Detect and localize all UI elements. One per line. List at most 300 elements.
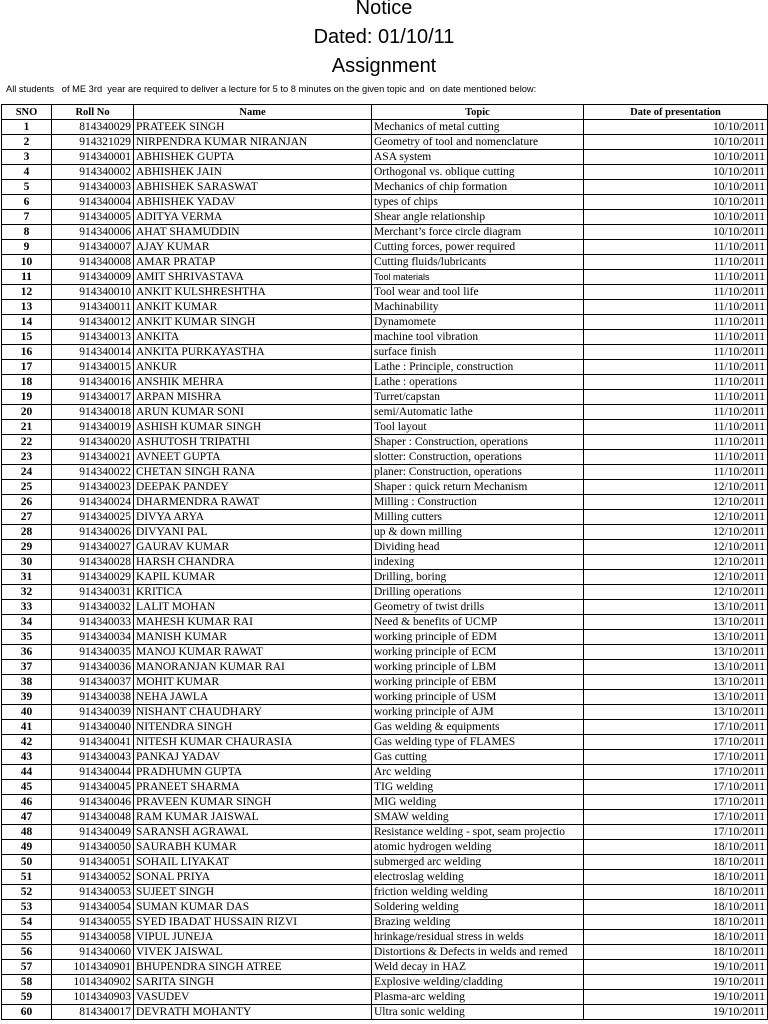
cell-roll-no: 914340044 bbox=[52, 765, 134, 780]
cell-name: VIPUL JUNEJA bbox=[134, 930, 372, 945]
cell-date: 10/10/2011 bbox=[584, 180, 768, 195]
cell-topic: Tool materials bbox=[372, 270, 584, 285]
notice-title: Notice bbox=[355, 0, 413, 19]
cell-roll-no: 914340012 bbox=[52, 315, 134, 330]
cell-name: SUJEET SINGH bbox=[134, 885, 372, 900]
cell-roll-no: 914340039 bbox=[52, 705, 134, 720]
cell-name: NIRPENDRA KUMAR NIRANJAN bbox=[134, 135, 372, 150]
cell-sno: 46 bbox=[2, 795, 52, 810]
cell-roll-no: 914340007 bbox=[52, 240, 134, 255]
cell-date: 12/10/2011 bbox=[584, 480, 768, 495]
cell-date: 10/10/2011 bbox=[584, 150, 768, 165]
cell-sno: 4 bbox=[2, 165, 52, 180]
cell-sno: 52 bbox=[2, 885, 52, 900]
cell-name: ABHISHEK YADAV bbox=[134, 195, 372, 210]
cell-sno: 15 bbox=[2, 330, 52, 345]
cell-topic: working principle of USM bbox=[372, 690, 584, 705]
cell-topic: Mechanics of metal cutting bbox=[372, 120, 584, 135]
cell-roll-no: 914340054 bbox=[52, 900, 134, 915]
column-header-sno: SNO bbox=[2, 105, 52, 120]
cell-date: 19/10/2011 bbox=[584, 960, 768, 975]
cell-roll-no: 914340058 bbox=[52, 930, 134, 945]
table-row bbox=[2, 960, 768, 975]
cell-sno: 10 bbox=[2, 255, 52, 270]
cell-name: AMIT SHRIVASTAVA bbox=[134, 270, 372, 285]
table-row bbox=[2, 690, 768, 705]
table-row bbox=[2, 210, 768, 225]
cell-name: PANKAJ YADAV bbox=[134, 750, 372, 765]
cell-roll-no: 914340036 bbox=[52, 660, 134, 675]
cell-sno: 2 bbox=[2, 135, 52, 150]
cell-date: 11/10/2011 bbox=[584, 345, 768, 360]
cell-sno: 38 bbox=[2, 675, 52, 690]
cell-topic: Tool layout bbox=[372, 420, 584, 435]
cell-name: ANKIT KUMAR SINGH bbox=[134, 315, 372, 330]
cell-date: 18/10/2011 bbox=[584, 915, 768, 930]
cell-name: CHETAN SINGH RANA bbox=[134, 465, 372, 480]
cell-name: MANORANJAN KUMAR RAI bbox=[134, 660, 372, 675]
cell-roll-no: 914340019 bbox=[52, 420, 134, 435]
cell-date: 12/10/2011 bbox=[584, 525, 768, 540]
cell-date: 18/10/2011 bbox=[584, 855, 768, 870]
table-row bbox=[2, 630, 768, 645]
cell-date: 11/10/2011 bbox=[584, 435, 768, 450]
cell-topic: TIG welding bbox=[372, 780, 584, 795]
cell-date: 17/10/2011 bbox=[584, 750, 768, 765]
cell-topic: working principle of ECM bbox=[372, 645, 584, 660]
cell-date: 10/10/2011 bbox=[584, 195, 768, 210]
cell-date: 10/10/2011 bbox=[584, 225, 768, 240]
table-row bbox=[2, 315, 768, 330]
cell-sno: 16 bbox=[2, 345, 52, 360]
cell-sno: 58 bbox=[2, 975, 52, 990]
cell-topic: Ultra sonic welding bbox=[372, 1005, 584, 1020]
cell-date: 17/10/2011 bbox=[584, 765, 768, 780]
table-row bbox=[2, 360, 768, 375]
table-row bbox=[2, 555, 768, 570]
cell-sno: 40 bbox=[2, 705, 52, 720]
cell-roll-no: 914340002 bbox=[52, 165, 134, 180]
table-row bbox=[2, 720, 768, 735]
cell-name: VASUDEV bbox=[134, 990, 372, 1005]
table-row bbox=[2, 450, 768, 465]
cell-date: 10/10/2011 bbox=[584, 165, 768, 180]
table-row bbox=[2, 135, 768, 150]
cell-date: 18/10/2011 bbox=[584, 945, 768, 960]
cell-topic: Cutting fluids/lubricants bbox=[372, 255, 584, 270]
cell-roll-no: 914340043 bbox=[52, 750, 134, 765]
table-row bbox=[2, 885, 768, 900]
cell-name: AJAY KUMAR bbox=[134, 240, 372, 255]
cell-roll-no: 914340032 bbox=[52, 600, 134, 615]
cell-sno: 29 bbox=[2, 540, 52, 555]
cell-date: 18/10/2011 bbox=[584, 885, 768, 900]
table-row bbox=[2, 840, 768, 855]
cell-roll-no: 914340051 bbox=[52, 855, 134, 870]
cell-sno: 26 bbox=[2, 495, 52, 510]
table-row bbox=[2, 495, 768, 510]
cell-name: BHUPENDRA SINGH ATREE bbox=[134, 960, 372, 975]
cell-date: 12/10/2011 bbox=[584, 540, 768, 555]
cell-sno: 18 bbox=[2, 375, 52, 390]
cell-name: HARSH CHANDRA bbox=[134, 555, 372, 570]
cell-date: 12/10/2011 bbox=[584, 585, 768, 600]
table-row bbox=[2, 195, 768, 210]
cell-roll-no: 914340004 bbox=[52, 195, 134, 210]
cell-topic: hrinkage/residual stress in welds bbox=[372, 930, 584, 945]
cell-sno: 31 bbox=[2, 570, 52, 585]
table-row bbox=[2, 660, 768, 675]
table-row bbox=[2, 810, 768, 825]
cell-sno: 57 bbox=[2, 960, 52, 975]
cell-topic: Dividing head bbox=[372, 540, 584, 555]
cell-name: ANSHIK MEHRA bbox=[134, 375, 372, 390]
cell-name: MAHESH KUMAR RAI bbox=[134, 615, 372, 630]
cell-topic: Weld decay in HAZ bbox=[372, 960, 584, 975]
cell-date: 13/10/2011 bbox=[584, 660, 768, 675]
cell-date: 17/10/2011 bbox=[584, 825, 768, 840]
cell-name: DEEPAK PANDEY bbox=[134, 480, 372, 495]
cell-date: 18/10/2011 bbox=[584, 870, 768, 885]
cell-topic: Merchant’s force circle diagram bbox=[372, 225, 584, 240]
cell-roll-no: 914340055 bbox=[52, 915, 134, 930]
table-row bbox=[2, 645, 768, 660]
cell-sno: 5 bbox=[2, 180, 52, 195]
cell-date: 17/10/2011 bbox=[584, 795, 768, 810]
cell-roll-no: 914340034 bbox=[52, 630, 134, 645]
cell-name: PRADHUMN GUPTA bbox=[134, 765, 372, 780]
cell-topic: Arc welding bbox=[372, 765, 584, 780]
cell-topic: Turret/capstan bbox=[372, 390, 584, 405]
table-row bbox=[2, 300, 768, 315]
cell-name: SYED IBADAT HUSSAIN RIZVI bbox=[134, 915, 372, 930]
cell-name: AHAT SHAMUDDIN bbox=[134, 225, 372, 240]
cell-sno: 21 bbox=[2, 420, 52, 435]
cell-topic: Shaper : quick return Mechanism bbox=[372, 480, 584, 495]
cell-topic: MIG welding bbox=[372, 795, 584, 810]
cell-date: 18/10/2011 bbox=[584, 930, 768, 945]
cell-date: 10/10/2011 bbox=[584, 120, 768, 135]
cell-roll-no: 914340025 bbox=[52, 510, 134, 525]
cell-topic: Geometry of twist drills bbox=[372, 600, 584, 615]
cell-sno: 60 bbox=[2, 1005, 52, 1020]
cell-roll-no: 1014340902 bbox=[52, 975, 134, 990]
cell-roll-no: 914340006 bbox=[52, 225, 134, 240]
cell-date: 13/10/2011 bbox=[584, 675, 768, 690]
cell-sno: 47 bbox=[2, 810, 52, 825]
cell-name: ASHUTOSH TRIPATHI bbox=[134, 435, 372, 450]
table-row bbox=[2, 540, 768, 555]
cell-topic: slotter: Construction, operations bbox=[372, 450, 584, 465]
cell-roll-no: 914340020 bbox=[52, 435, 134, 450]
table-row bbox=[2, 570, 768, 585]
cell-name: DEVRATH MOHANTY bbox=[134, 1005, 372, 1020]
cell-date: 19/10/2011 bbox=[584, 1005, 768, 1020]
cell-name: ADITYA VERMA bbox=[134, 210, 372, 225]
cell-name: SARITA SINGH bbox=[134, 975, 372, 990]
cell-sno: 11 bbox=[2, 270, 52, 285]
cell-topic: working principle of AJM bbox=[372, 705, 584, 720]
cell-date: 18/10/2011 bbox=[584, 840, 768, 855]
cell-name: ANKUR bbox=[134, 360, 372, 375]
cell-name: KRITICA bbox=[134, 585, 372, 600]
cell-sno: 3 bbox=[2, 150, 52, 165]
cell-roll-no: 914340013 bbox=[52, 330, 134, 345]
cell-topic: up & down milling bbox=[372, 525, 584, 540]
cell-roll-no: 914340008 bbox=[52, 255, 134, 270]
cell-name: ABHISHEK SARASWAT bbox=[134, 180, 372, 195]
cell-date: 11/10/2011 bbox=[584, 315, 768, 330]
cell-name: GAURAV KUMAR bbox=[134, 540, 372, 555]
cell-name: PRAVEEN KUMAR SINGH bbox=[134, 795, 372, 810]
cell-sno: 35 bbox=[2, 630, 52, 645]
cell-date: 11/10/2011 bbox=[584, 255, 768, 270]
cell-sno: 24 bbox=[2, 465, 52, 480]
cell-roll-no: 1014340903 bbox=[52, 990, 134, 1005]
cell-topic: Mechanics of chip formation bbox=[372, 180, 584, 195]
cell-roll-no: 914340026 bbox=[52, 525, 134, 540]
cell-date: 11/10/2011 bbox=[584, 300, 768, 315]
cell-topic: Machinability bbox=[372, 300, 584, 315]
cell-sno: 37 bbox=[2, 660, 52, 675]
cell-date: 11/10/2011 bbox=[584, 465, 768, 480]
table-row bbox=[2, 270, 768, 285]
cell-topic: Milling : Construction bbox=[372, 495, 584, 510]
cell-date: 11/10/2011 bbox=[584, 240, 768, 255]
cell-roll-no: 914340029 bbox=[52, 570, 134, 585]
cell-roll-no: 914340021 bbox=[52, 450, 134, 465]
table-row bbox=[2, 120, 768, 135]
cell-topic: electroslag welding bbox=[372, 870, 584, 885]
cell-roll-no: 914340050 bbox=[52, 840, 134, 855]
cell-topic: Plasma-arc welding bbox=[372, 990, 584, 1005]
cell-roll-no: 914340038 bbox=[52, 690, 134, 705]
cell-date: 19/10/2011 bbox=[584, 975, 768, 990]
cell-roll-no: 814340017 bbox=[52, 1005, 134, 1020]
cell-roll-no: 914321029 bbox=[52, 135, 134, 150]
cell-name: DHARMENDRA RAWAT bbox=[134, 495, 372, 510]
cell-date: 11/10/2011 bbox=[584, 405, 768, 420]
cell-name: ANKIT KUMAR bbox=[134, 300, 372, 315]
table-row bbox=[2, 795, 768, 810]
cell-name: ANKITA PURKAYASTHA bbox=[134, 345, 372, 360]
cell-topic: working principle of EBM bbox=[372, 675, 584, 690]
cell-roll-no: 914340005 bbox=[52, 210, 134, 225]
cell-sno: 51 bbox=[2, 870, 52, 885]
cell-name: MANISH KUMAR bbox=[134, 630, 372, 645]
cell-name: SOHAIL LIYAKAT bbox=[134, 855, 372, 870]
cell-topic: Gas welding & equipments bbox=[372, 720, 584, 735]
table-row bbox=[2, 975, 768, 990]
cell-name: AVNEET GUPTA bbox=[134, 450, 372, 465]
cell-sno: 45 bbox=[2, 780, 52, 795]
cell-roll-no: 914340017 bbox=[52, 390, 134, 405]
cell-name: VIVEK JAISWAL bbox=[134, 945, 372, 960]
cell-name: NEHA JAWLA bbox=[134, 690, 372, 705]
table-row bbox=[2, 750, 768, 765]
table-row bbox=[2, 780, 768, 795]
cell-topic: Geometry of tool and nomenclature bbox=[372, 135, 584, 150]
cell-name: ARPAN MISHRA bbox=[134, 390, 372, 405]
table-row bbox=[2, 375, 768, 390]
cell-roll-no: 914340045 bbox=[52, 780, 134, 795]
cell-topic: Milling cutters bbox=[372, 510, 584, 525]
cell-topic: SMAW welding bbox=[372, 810, 584, 825]
cell-sno: 22 bbox=[2, 435, 52, 450]
cell-topic: friction welding welding bbox=[372, 885, 584, 900]
cell-topic: planer: Construction, operations bbox=[372, 465, 584, 480]
table-row bbox=[2, 945, 768, 960]
cell-date: 11/10/2011 bbox=[584, 375, 768, 390]
table-header-row bbox=[2, 105, 768, 120]
column-header-name: Name bbox=[134, 105, 372, 120]
cell-sno: 43 bbox=[2, 750, 52, 765]
table-row bbox=[2, 615, 768, 630]
table-row bbox=[2, 825, 768, 840]
table-row bbox=[2, 675, 768, 690]
cell-topic: submerged arc welding bbox=[372, 855, 584, 870]
cell-topic: Lathe : Principle, construction bbox=[372, 360, 584, 375]
cell-sno: 13 bbox=[2, 300, 52, 315]
cell-topic: Orthogonal vs. oblique cutting bbox=[372, 165, 584, 180]
cell-sno: 19 bbox=[2, 390, 52, 405]
cell-name: SARANSH AGRAWAL bbox=[134, 825, 372, 840]
cell-date: 12/10/2011 bbox=[584, 510, 768, 525]
cell-sno: 23 bbox=[2, 450, 52, 465]
cell-date: 17/10/2011 bbox=[584, 735, 768, 750]
cell-roll-no: 914340018 bbox=[52, 405, 134, 420]
cell-roll-no: 914340027 bbox=[52, 540, 134, 555]
cell-date: 13/10/2011 bbox=[584, 705, 768, 720]
cell-sno: 9 bbox=[2, 240, 52, 255]
cell-roll-no: 914340052 bbox=[52, 870, 134, 885]
cell-roll-no: 914340015 bbox=[52, 360, 134, 375]
cell-roll-no: 914340016 bbox=[52, 375, 134, 390]
cell-roll-no: 914340022 bbox=[52, 465, 134, 480]
cell-date: 17/10/2011 bbox=[584, 780, 768, 795]
cell-roll-no: 814340029 bbox=[52, 120, 134, 135]
cell-topic: Explosive welding/cladding bbox=[372, 975, 584, 990]
cell-roll-no: 914340048 bbox=[52, 810, 134, 825]
table-row bbox=[2, 585, 768, 600]
cell-name: ASHISH KUMAR SINGH bbox=[134, 420, 372, 435]
table-row bbox=[2, 240, 768, 255]
column-header-roll-no: Roll No bbox=[52, 105, 134, 120]
cell-name: NITESH KUMAR CHAURASIA bbox=[134, 735, 372, 750]
table-row bbox=[2, 705, 768, 720]
cell-roll-no: 914340001 bbox=[52, 150, 134, 165]
table-row bbox=[2, 225, 768, 240]
cell-date: 11/10/2011 bbox=[584, 390, 768, 405]
cell-name: ANKIT KULSHRESHTHA bbox=[134, 285, 372, 300]
notice-subtitle: Assignment bbox=[331, 55, 437, 77]
cell-roll-no: 914340033 bbox=[52, 615, 134, 630]
cell-roll-no: 914340031 bbox=[52, 585, 134, 600]
cell-topic: ASA system bbox=[372, 150, 584, 165]
cell-date: 19/10/2011 bbox=[584, 990, 768, 1005]
table-row bbox=[2, 420, 768, 435]
cell-date: 13/10/2011 bbox=[584, 690, 768, 705]
cell-sno: 55 bbox=[2, 930, 52, 945]
cell-topic: indexing bbox=[372, 555, 584, 570]
cell-name: SUMAN KUMAR DAS bbox=[134, 900, 372, 915]
cell-roll-no: 914340053 bbox=[52, 885, 134, 900]
table-row bbox=[2, 915, 768, 930]
cell-roll-no: 914340014 bbox=[52, 345, 134, 360]
cell-sno: 59 bbox=[2, 990, 52, 1005]
cell-sno: 30 bbox=[2, 555, 52, 570]
cell-name: AMAR PRATAP bbox=[134, 255, 372, 270]
cell-name: DIVYA ARYA bbox=[134, 510, 372, 525]
cell-sno: 48 bbox=[2, 825, 52, 840]
cell-name: SONAL PRIYA bbox=[134, 870, 372, 885]
notice-header bbox=[0, 0, 768, 81]
table-row bbox=[2, 525, 768, 540]
table-row bbox=[2, 165, 768, 180]
cell-date: 13/10/2011 bbox=[584, 600, 768, 615]
table-row bbox=[2, 405, 768, 420]
cell-sno: 44 bbox=[2, 765, 52, 780]
cell-name: ABHISHEK JAIN bbox=[134, 165, 372, 180]
table-body bbox=[2, 120, 768, 1020]
cell-roll-no: 914340035 bbox=[52, 645, 134, 660]
cell-topic: atomic hydrogen welding bbox=[372, 840, 584, 855]
cell-topic: Soldering welding bbox=[372, 900, 584, 915]
cell-topic: Gas cutting bbox=[372, 750, 584, 765]
cell-name: MOHIT KUMAR bbox=[134, 675, 372, 690]
cell-sno: 1 bbox=[2, 120, 52, 135]
table-row bbox=[2, 465, 768, 480]
cell-name: NISHANT CHAUDHARY bbox=[134, 705, 372, 720]
cell-sno: 27 bbox=[2, 510, 52, 525]
table-row bbox=[2, 435, 768, 450]
table-row bbox=[2, 150, 768, 165]
cell-roll-no: 914340046 bbox=[52, 795, 134, 810]
cell-roll-no: 914340049 bbox=[52, 825, 134, 840]
cell-topic: types of chips bbox=[372, 195, 584, 210]
cell-sno: 50 bbox=[2, 855, 52, 870]
cell-topic: working principle of LBM bbox=[372, 660, 584, 675]
cell-sno: 42 bbox=[2, 735, 52, 750]
table-row bbox=[2, 735, 768, 750]
cell-date: 11/10/2011 bbox=[584, 330, 768, 345]
cell-sno: 49 bbox=[2, 840, 52, 855]
cell-topic: Shaper : Construction, operations bbox=[372, 435, 584, 450]
notice-date: Dated: 01/10/11 bbox=[313, 26, 455, 48]
cell-name: MANOJ KUMAR RAWAT bbox=[134, 645, 372, 660]
cell-sno: 20 bbox=[2, 405, 52, 420]
table-row bbox=[2, 510, 768, 525]
cell-roll-no: 914340024 bbox=[52, 495, 134, 510]
table-row bbox=[2, 900, 768, 915]
table-row bbox=[2, 390, 768, 405]
intro-text: All students of ME 3rd year are required to deliver a lecture for 5 to 8 minutes on the given topic and on date mentioned below: bbox=[6, 84, 537, 94]
table-row bbox=[2, 180, 768, 195]
cell-topic: Drilling, boring bbox=[372, 570, 584, 585]
cell-topic: surface finish bbox=[372, 345, 584, 360]
cell-sno: 12 bbox=[2, 285, 52, 300]
cell-date: 13/10/2011 bbox=[584, 645, 768, 660]
cell-sno: 14 bbox=[2, 315, 52, 330]
cell-roll-no: 914340011 bbox=[52, 300, 134, 315]
cell-topic: Resistance welding - spot, seam projectio bbox=[372, 825, 584, 840]
cell-sno: 33 bbox=[2, 600, 52, 615]
cell-topic: working principle of EDM bbox=[372, 630, 584, 645]
cell-topic: Drilling operations bbox=[372, 585, 584, 600]
cell-roll-no: 914340037 bbox=[52, 675, 134, 690]
cell-date: 10/10/2011 bbox=[584, 210, 768, 225]
cell-sno: 6 bbox=[2, 195, 52, 210]
